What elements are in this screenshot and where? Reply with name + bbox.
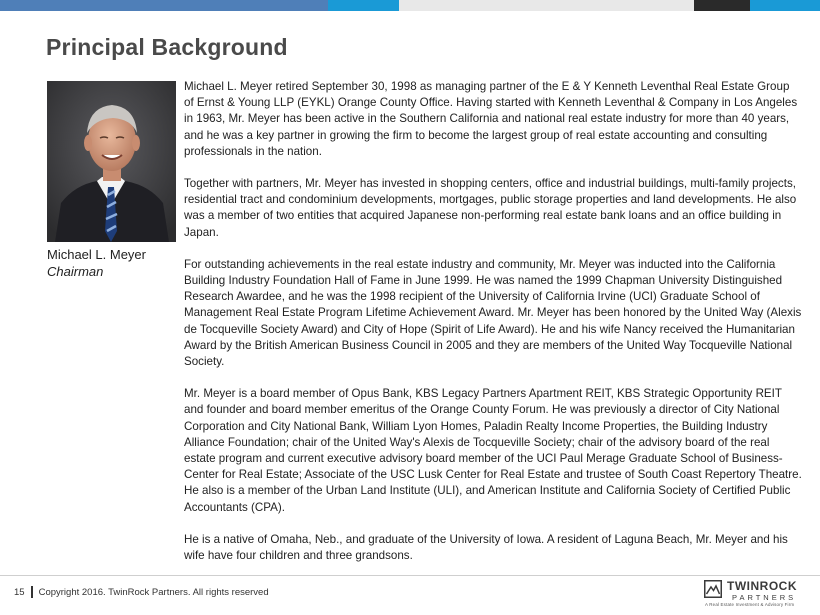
logo-tagline: A Real Estate Investment & Advisory Firm — [705, 602, 795, 607]
footer-separator — [31, 586, 33, 598]
header-bar-segment-dark — [694, 0, 750, 11]
header-bar-segment-cyan — [328, 0, 399, 11]
bio-paragraph: Michael L. Meyer retired September 30, 1998 as managing partner of the E & Y Kenneth Leventhal Real Estate Group of Ernst & Young LLP (EYKL) Orange County Office. Having started with Kenneth Leventhal & Company in Los Angeles in 1963, Mr. Meyer has been active in the Southern California and national real estate industry for more than 40 years, and he was a key partner in growing the firm to become the largest group of real estate accounting and consulting professionals in the nation. — [184, 80, 798, 158]
header-bar-segment-blue — [0, 0, 328, 11]
header-color-bar — [0, 0, 820, 11]
logo-subtitle: PARTNERS — [732, 593, 797, 602]
company-logo — [704, 578, 816, 610]
bio-paragraph: For outstanding achievements in the real estate industry and community, Mr. Meyer was inducted into the California Building Industry Foundation Hall of Fame in June 1999. He was named the 1999 Chapman University Distinguished Research Awardee, and he was the 1998 recipient of the University of California Irvine (UCI) Graduate School of Management Real Estate Program Lifetime Achievement Award. Mr. Meyer has been honored by the United Way (Alexis de Tocqueville Society Award) and City of Hope (Spirit of Life Award). He and his wife Nancy received the Humanitarian Award by the British American Business Council in 2005 and they are members of the United Way Tocqueville National Society. — [184, 257, 802, 369]
principal-role: Chairman — [47, 264, 104, 279]
header-bar-segment-gray — [399, 0, 694, 11]
principal-photo — [47, 81, 176, 242]
logo-name: TWINROCK — [727, 579, 797, 593]
copyright-text: Copyright 2016. TwinRock Partners. All rights reserved — [38, 586, 269, 598]
bio-text — [184, 79, 802, 580]
bio-paragraph: He is a native of Omaha, Neb., and graduate of the University of Iowa. A resident of Laguna Beach, Mr. Meyer and his wife have four children and three grandsons. — [184, 532, 788, 563]
bio-paragraph: Mr. Meyer is a board member of Opus Bank, KBS Legacy Partners Apartment REIT, KBS Strategic Opportunity REIT and founder and board member emeritus of the Orange County Forum. He was previously a director of City National Corporation and City National Bank, William Lyon Homes, Paladin Realty Income Properties, the Building Industry Alliance Foundation; chair of the United Way's Alexis de Tocqueville Society; chair of the advisory board of the real estate program and current executive advisory board member of the UCI Paul Merage Graduate School of Business-Center for Real Estate; Associate of the USC Lusk Center for Real Estate and trustee of South Coast Repertory Theatre. He also is a member of the Urban Land Institute (ULI), and American Institute and California Society of Certified Public Accountants (CPA). — [184, 387, 802, 514]
page-number: 15 — [14, 586, 25, 598]
mountain-icon — [704, 580, 722, 598]
footer — [14, 586, 269, 598]
principal-name: Michael L. Meyer — [47, 247, 146, 262]
bio-paragraph: Together with partners, Mr. Meyer has invested in shopping centers, office and industrial buildings, multi-family projects, residential tract and condominium developments, mortgages, public storage properties and land developments. He also was a member of two entities that acquired Japanese non-performing real estate bank loans and an office building in Japan. — [184, 177, 797, 239]
page-title: Principal Background — [46, 34, 288, 60]
footer-divider — [0, 575, 820, 576]
header-bar-segment-cyan-end — [750, 0, 820, 11]
